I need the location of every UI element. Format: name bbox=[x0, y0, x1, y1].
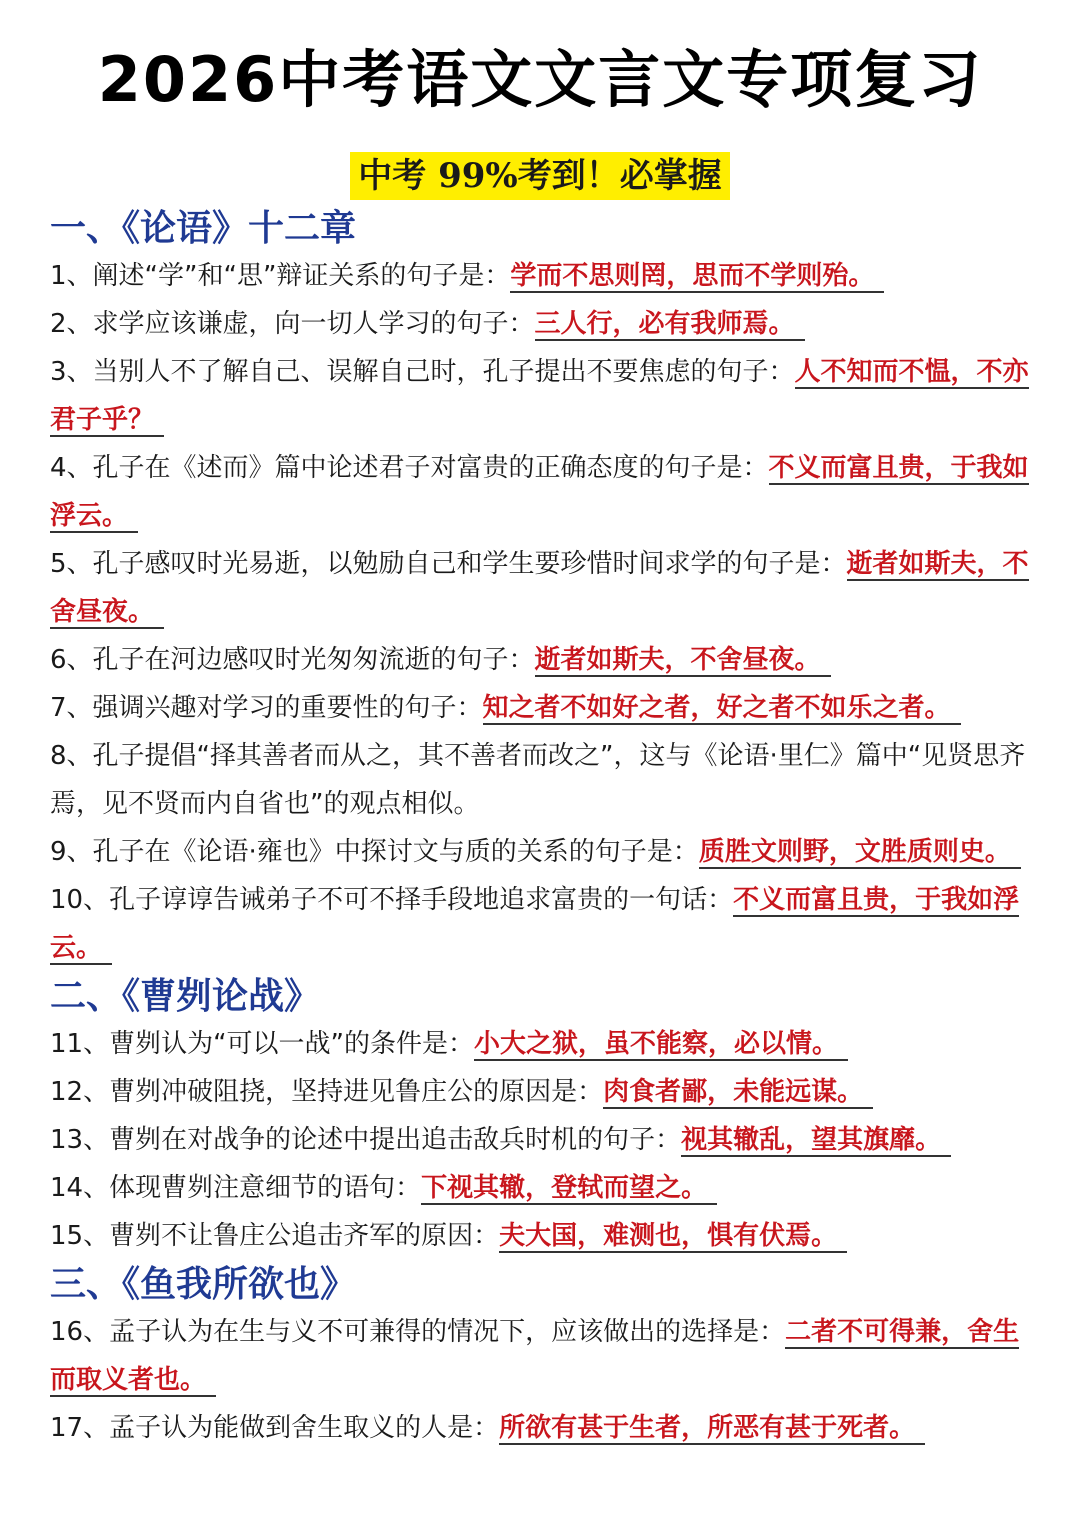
answer-text: 二者不可得兼，舍生而取义者也。 bbox=[50, 1317, 1020, 1395]
answer-text: 逝者如斯夫，不舍昼夜。 bbox=[50, 549, 1029, 627]
section-heading-caogui: 二、《曹刿论战》 bbox=[50, 975, 321, 1017]
section-heading-lunyu: 一、《论语》十二章 bbox=[50, 207, 357, 249]
answer-text: 夫大国，难测也，惧有伏焉。 bbox=[499, 1221, 847, 1253]
list-item bbox=[50, 348, 1030, 444]
question-text: 17、孟子认为能做到舍生取义的人是： bbox=[50, 1413, 500, 1443]
list-item bbox=[50, 1404, 1030, 1452]
answer-text: 小大之狱，虽不能察，必以情。 bbox=[474, 1029, 848, 1061]
list-item bbox=[50, 732, 1030, 828]
question-text: 6、孔子在河边感叹时光匆匆流逝的句子： bbox=[50, 645, 535, 675]
list-item bbox=[50, 540, 1030, 636]
list-item bbox=[50, 636, 1030, 684]
answer-text: 肉食者鄙，未能远谋。 bbox=[603, 1077, 873, 1109]
list-item bbox=[50, 1020, 1030, 1068]
list-item bbox=[50, 1308, 1030, 1404]
question-text: 15、曹刿不让鲁庄公追击齐军的原因： bbox=[50, 1221, 500, 1251]
question-text: 10、孔子谆谆告诫弟子不可不择手段地追求富贵的一句话： bbox=[50, 885, 734, 915]
question-text: 2、求学应该谦虚，向一切人学习的句子： bbox=[50, 309, 535, 339]
question-text: 14、体现曹刿注意细节的语句： bbox=[50, 1173, 422, 1203]
answer-text: 逝者如斯夫，不舍昼夜。 bbox=[535, 645, 831, 677]
list-item bbox=[50, 1212, 1030, 1260]
list-item bbox=[50, 252, 1030, 300]
question-text: 5、孔子感叹时光易逝，以勉励自己和学生要珍惜时间求学的句子是： bbox=[50, 549, 847, 579]
answer-text: 所欲有甚于生者，所恶有甚于死者。 bbox=[499, 1413, 925, 1445]
list-item bbox=[50, 684, 1030, 732]
page-title: 2026中考语文文言文专项复习 bbox=[97, 43, 983, 116]
question-text: 11、曹刿认为“可以一战”的条件是： bbox=[50, 1029, 475, 1059]
question-text: 3、当别人不了解自己、误解自己时，孔子提出不要焦虑的句子： bbox=[50, 357, 795, 387]
answer-text: 视其辙乱，望其旗靡。 bbox=[681, 1125, 951, 1157]
question-text: 7、强调兴趣对学习的重要性的句子： bbox=[50, 693, 483, 723]
answer-text: 不义而富且贵，于我如浮云。 bbox=[50, 885, 1020, 963]
list-item bbox=[50, 300, 1030, 348]
section-heading-yuwosuoyu: 三、《鱼我所欲也》 bbox=[50, 1263, 357, 1305]
answer-text: 人不知而不愠，不亦君子乎？ bbox=[50, 357, 1029, 435]
answer-text: 下视其辙，登轼而望之。 bbox=[421, 1173, 717, 1205]
question-text: 12、曹刿冲破阻挠，坚持进见鲁庄公的原因是： bbox=[50, 1077, 604, 1107]
list-item bbox=[50, 1116, 1030, 1164]
list-item bbox=[50, 444, 1030, 540]
question-text: 8、孔子提倡“择其善者而从之，其不善者而改之”，这与《论语·里仁》篇中“见贤思齐焉，见不贤而内自省也”的观点相似。 bbox=[50, 741, 1026, 819]
question-text: 4、孔子在《述而》篇中论述君子对富贵的正确态度的句子是： bbox=[50, 453, 769, 483]
list-item bbox=[50, 876, 1030, 972]
answer-text: 不义而富且贵，于我如浮云。 bbox=[50, 453, 1029, 531]
list-item bbox=[50, 828, 1030, 876]
answer-text: 三人行，必有我师焉。 bbox=[535, 309, 805, 341]
subtitle-banner bbox=[50, 152, 1030, 202]
answer-text: 质胜文则野，文胜质则史。 bbox=[699, 837, 1021, 869]
question-text: 9、孔子在《论语·雍也》中探讨文与质的关系的句子是： bbox=[50, 837, 699, 867]
question-text: 1、阐述“学”和“思”辩证关系的句子是： bbox=[50, 261, 511, 291]
list-item bbox=[50, 1068, 1030, 1116]
answer-text: 知之者不如好之者，好之者不如乐之者。 bbox=[483, 693, 961, 725]
list-item bbox=[50, 1164, 1030, 1212]
subtitle-highlight: 中考 99%考到！必掌握 bbox=[350, 152, 729, 200]
answer-text: 学而不思则罔，思而不学则殆。 bbox=[510, 261, 884, 293]
question-text: 13、曹刿在对战争的论述中提出追击敌兵时机的句子： bbox=[50, 1125, 682, 1155]
question-text: 16、孟子认为在生与义不可兼得的情况下，应该做出的选择是： bbox=[50, 1317, 786, 1347]
